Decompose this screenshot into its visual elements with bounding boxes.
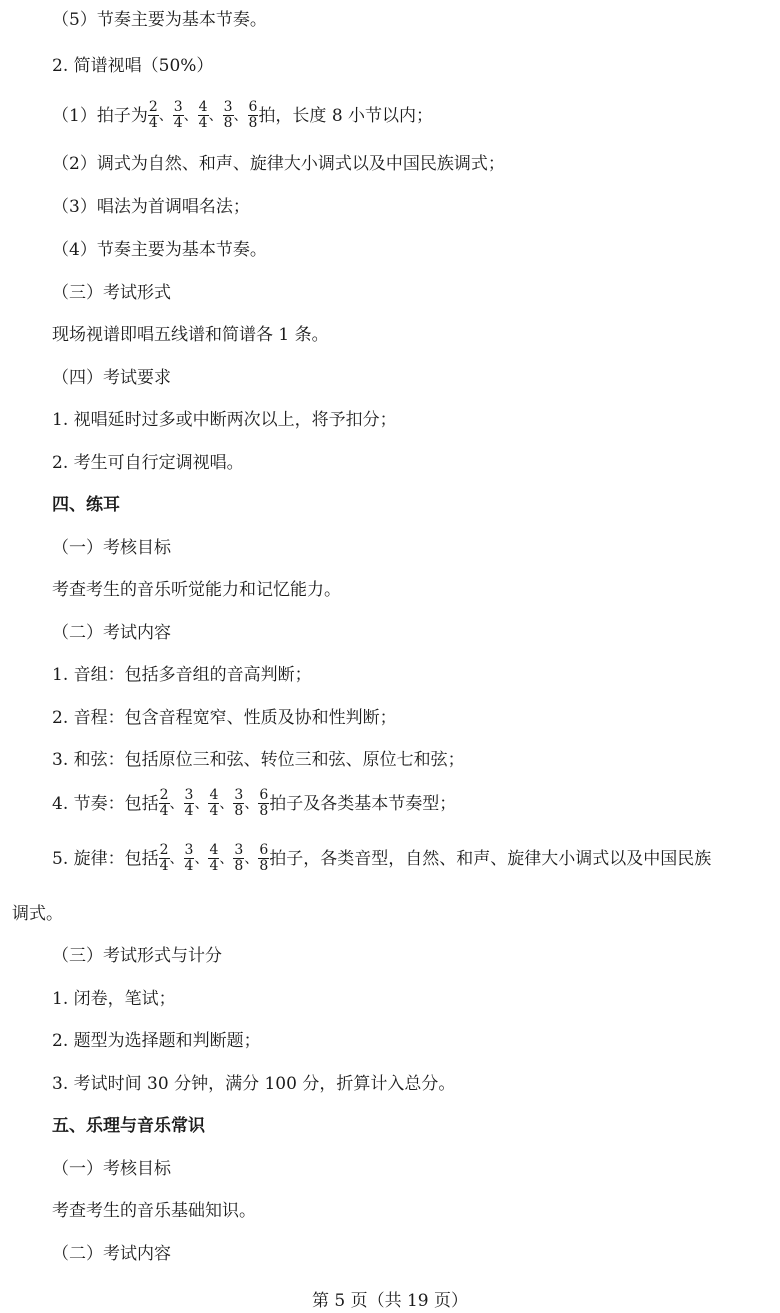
text-segment: 拍子，各类音型，自然、和声、旋律大小调式以及中国民族 — [269, 849, 712, 869]
meter-separator: 、 — [194, 851, 209, 867]
meter-separator: 、 — [219, 851, 234, 867]
time-signature-list — [159, 842, 270, 874]
time-signature — [148, 100, 159, 131]
time-signature-numerator: 3 — [234, 787, 244, 803]
time-signature-denominator: 4 — [184, 858, 194, 874]
time-signature-numerator: 4 — [198, 99, 208, 115]
text-segment: 拍，长度 8 小节以内； — [258, 106, 434, 126]
text-segment: 拍子及各类基本节奏型； — [269, 794, 457, 814]
text-line: 考查考生的音乐听觉能力和记忆能力。 — [52, 580, 341, 600]
time-signature — [258, 843, 269, 874]
text-line: 3. 考试时间 30 分钟，满分 100 分，折算计入总分。 — [52, 1074, 456, 1094]
text-line-meters — [52, 842, 711, 876]
text-line: 调式。 — [12, 904, 63, 924]
section-heading: （三）考试形式 — [52, 283, 171, 303]
time-signature — [208, 843, 219, 874]
text-line: （5）节奏主要为基本节奏。 — [52, 10, 267, 30]
time-signature-denominator: 8 — [259, 803, 269, 819]
time-signature-numerator: 6 — [248, 99, 258, 115]
time-signature — [159, 788, 170, 819]
time-signature — [233, 843, 244, 874]
time-signature-numerator: 3 — [184, 842, 194, 858]
time-signature — [184, 843, 195, 874]
time-signature — [173, 100, 184, 131]
time-signature-denominator: 4 — [209, 858, 219, 874]
section-heading: （二）考试内容 — [52, 1244, 171, 1264]
time-signature-denominator: 4 — [159, 803, 169, 819]
text-line: 2. 音程：包含音程宽窄、性质及协和性判断； — [52, 708, 397, 728]
time-signature-denominator: 4 — [148, 115, 158, 131]
text-line: （2）调式为自然、和声、旋律大小调式以及中国民族调式； — [52, 154, 505, 174]
text-line-meters — [52, 787, 456, 821]
section-heading: （一）考核目标 — [52, 538, 171, 558]
text-line: 3. 和弦：包括原位三和弦、转位三和弦、原位七和弦； — [52, 750, 465, 770]
section-heading: （二）考试内容 — [52, 623, 171, 643]
time-signature-numerator: 6 — [259, 787, 269, 803]
text-segment: （1）拍子为 — [52, 106, 148, 126]
time-signature — [208, 788, 219, 819]
section-heading: 2. 简谱视唱（50%） — [52, 56, 214, 76]
text-line: 1. 闭卷，笔试； — [52, 989, 176, 1009]
chapter-heading: 五、乐理与音乐常识 — [52, 1116, 205, 1136]
time-signature-numerator: 4 — [209, 787, 219, 803]
section-heading: （一）考核目标 — [52, 1159, 171, 1179]
meter-separator: 、 — [158, 108, 173, 124]
page-footer: 第 5 页（共 19 页） — [311, 1291, 469, 1311]
time-signature — [248, 100, 259, 131]
time-signature-list — [159, 787, 270, 819]
text-line: 2. 考生可自行定调视唱。 — [52, 453, 244, 473]
meter-separator: 、 — [219, 796, 234, 812]
time-signature-numerator: 2 — [159, 842, 169, 858]
meter-separator: 、 — [244, 796, 259, 812]
section-heading: （四）考试要求 — [52, 368, 171, 388]
time-signature-numerator: 3 — [173, 99, 183, 115]
time-signature-denominator: 8 — [259, 858, 269, 874]
text-line: 考查考生的音乐基础知识。 — [52, 1201, 256, 1221]
meter-separator: 、 — [194, 796, 209, 812]
time-signature — [159, 843, 170, 874]
text-line: 现场视谱即唱五线谱和简谱各 1 条。 — [52, 325, 329, 345]
meter-separator: 、 — [169, 796, 184, 812]
meter-separator: 、 — [169, 851, 184, 867]
time-signature-denominator: 4 — [184, 803, 194, 819]
text-line: 1. 视唱延时过多或中断两次以上，将予扣分； — [52, 410, 397, 430]
time-signature — [184, 788, 195, 819]
time-signature-denominator: 4 — [209, 803, 219, 819]
meter-separator: 、 — [208, 108, 223, 124]
time-signature-list — [148, 99, 259, 131]
time-signature-denominator: 4 — [159, 858, 169, 874]
text-line: 2. 题型为选择题和判断题； — [52, 1031, 261, 1051]
time-signature-numerator: 6 — [259, 842, 269, 858]
time-signature — [258, 788, 269, 819]
text-line: （4）节奏主要为基本节奏。 — [52, 240, 267, 260]
time-signature-denominator: 4 — [198, 115, 208, 131]
time-signature-numerator: 3 — [234, 842, 244, 858]
time-signature — [198, 100, 209, 131]
text-line-meters — [52, 99, 433, 133]
text-segment: 5. 旋律：包括 — [52, 849, 159, 869]
text-line: （3）唱法为首调唱名法； — [52, 197, 250, 217]
time-signature-numerator: 2 — [159, 787, 169, 803]
time-signature-denominator: 8 — [223, 115, 233, 131]
time-signature-denominator: 8 — [248, 115, 258, 131]
text-line: 1. 音组：包括多音组的音高判断； — [52, 665, 312, 685]
meter-separator: 、 — [233, 108, 248, 124]
meter-separator: 、 — [183, 108, 198, 124]
time-signature-numerator: 3 — [223, 99, 233, 115]
time-signature-numerator: 3 — [184, 787, 194, 803]
time-signature-denominator: 4 — [173, 115, 183, 131]
time-signature-denominator: 8 — [234, 803, 244, 819]
text-segment: 4. 节奏：包括 — [52, 794, 159, 814]
time-signature — [233, 788, 244, 819]
time-signature-denominator: 8 — [234, 858, 244, 874]
chapter-heading: 四、练耳 — [52, 495, 120, 515]
time-signature — [223, 100, 234, 131]
meter-separator: 、 — [244, 851, 259, 867]
time-signature-numerator: 4 — [209, 842, 219, 858]
section-heading: （三）考试形式与计分 — [52, 946, 222, 966]
time-signature-numerator: 2 — [148, 99, 158, 115]
